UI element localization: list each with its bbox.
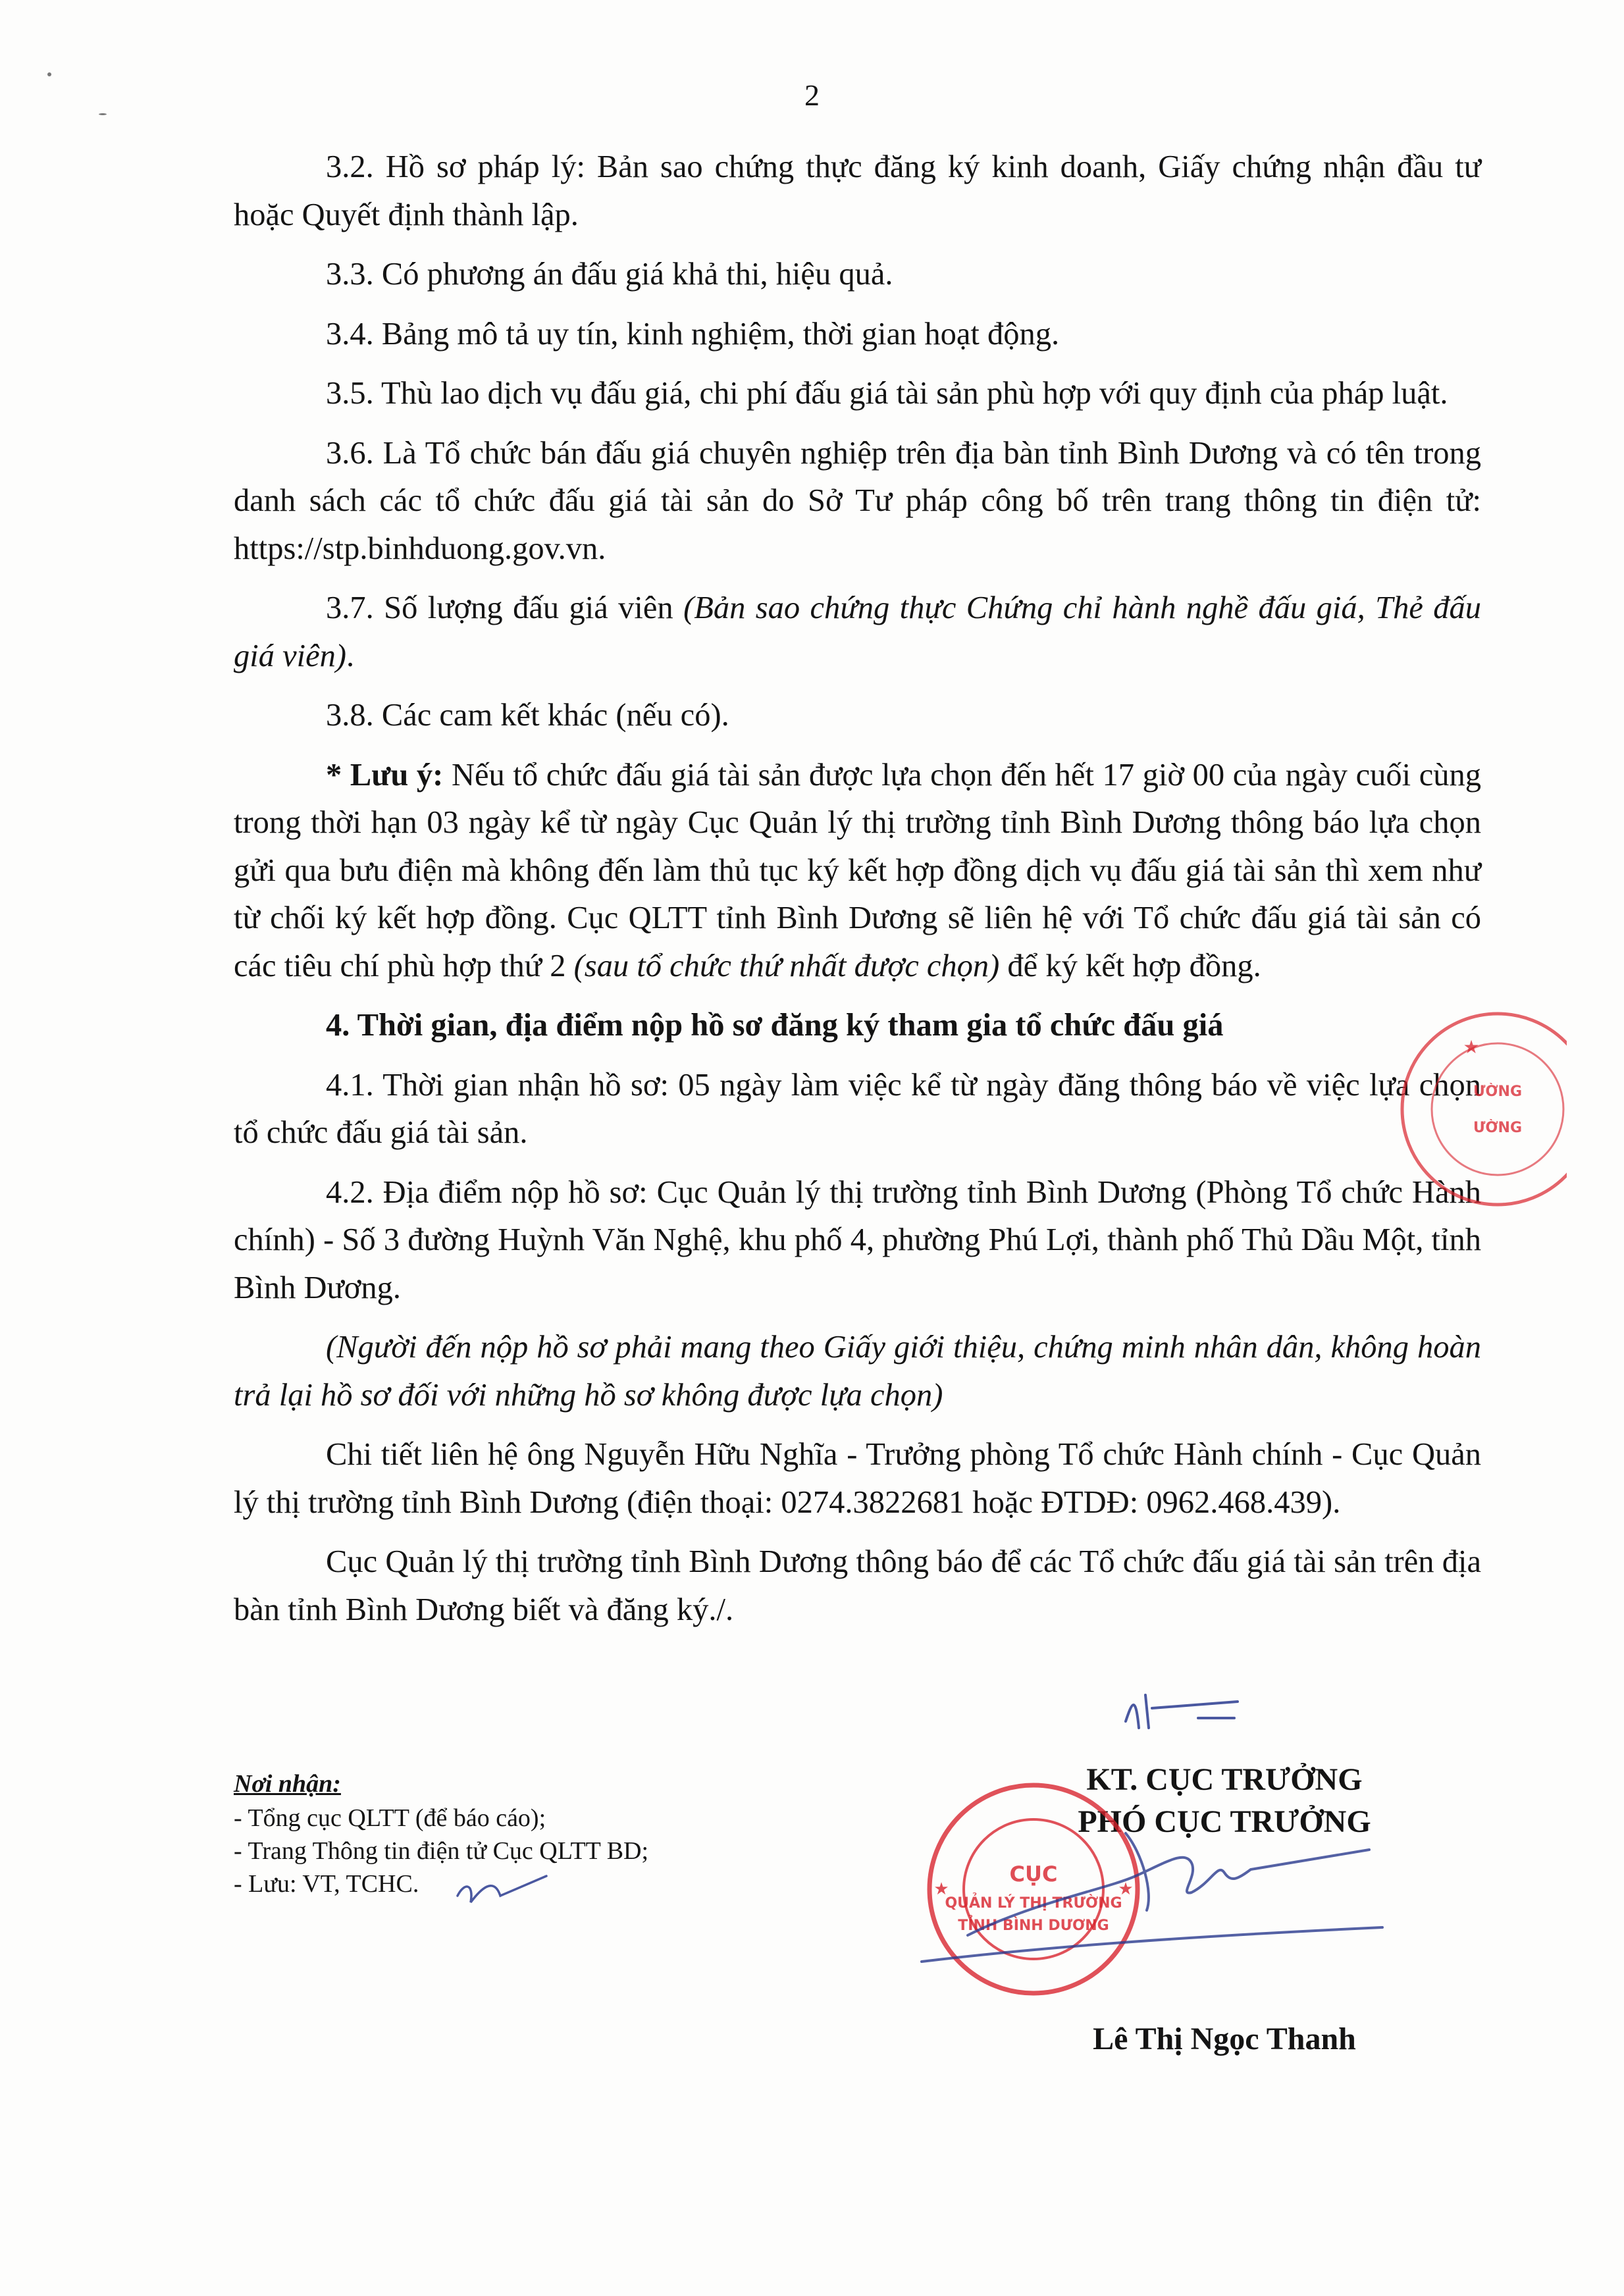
note-text: Nếu tổ chức đấu giá tài sản được lựa chọn đến hết 17 giờ 00 của ngày cuối cùng trong thời hạn 03 ngày kể từ ngày Cục Quản lý thị trường tỉnh Bình Dương thông báo lựa chọn gửi qua bưu điện mà không đến làm thủ tục ký kết hợp đồng dịch vụ đấu giá tài sản thì xem như từ chối ký kết hợp đồng. Cục QLTT tỉnh Bình Dương sẽ liên hệ với Tổ chức đấu giá tài sản có các tiêu chí phù hợp thứ 2 [234, 757, 1481, 983]
recipients-title: Nơi nhận: [234, 1770, 341, 1798]
clause-3-7-text: 3.7. Số lượng đấu giá viên [326, 590, 684, 625]
note-italic: (sau tổ chức thứ nhất được chọn) [573, 948, 1000, 983]
section-4-heading: 4. Thời gian, địa điểm nộp hồ sơ đăng ký tham gia tổ chức đấu giá [326, 1008, 1224, 1043]
closing-paragraph: Cục Quản lý thị trường tỉnh Bình Dương thông báo để các Tổ chức đấu giá tài sản trên địa bàn tỉnh Bình Dương biết và đăng ký./. [234, 1544, 1481, 1627]
contact-paragraph: Chi tiết liên hệ ông Nguyễn Hữu Nghĩa - Trưởng phòng Tổ chức Hành chính - Cục Quản lý thị trường tỉnh Bình Dương (điện thoại: 0274.3822681 hoặc ĐTDĐ: 0962.468.439). [234, 1437, 1481, 1520]
svg-text:ƯỜNG: ƯỜNG [1473, 1083, 1523, 1100]
recipient-item: - Lưu: VT, TCHC. [234, 1870, 419, 1898]
svg-text:QUẢN LÝ THỊ TRƯỜNG: QUẢN LÝ THỊ TRƯỜNG [945, 1895, 1122, 1912]
recipient-item: - Trang Thông tin điện tử Cục QLTT BD; [234, 1837, 649, 1865]
clause-3-3: 3.3. Có phương án đấu giá khả thi, hiệu quả. [326, 257, 893, 292]
page-number: 2 [804, 78, 820, 112]
clause-3-7 [234, 585, 1481, 680]
note-tail: để ký kết hợp đồng. [999, 948, 1261, 983]
signature-title [941, 1759, 1507, 1843]
signer-name: Lê Thị Ngọc Thanh [1093, 2022, 1356, 2056]
document-body [234, 144, 1481, 1646]
clause-4-1: 4.1. Thời gian nhận hồ sơ: 05 ngày làm việc kể từ ngày đăng thông báo về việc lựa chọn tổ chức đấu giá tài sản. [234, 1067, 1481, 1150]
scan-speck [47, 72, 51, 76]
scan-speck [99, 113, 107, 115]
clause-3-7-italic: (Bản sao chứng thực Chứng chỉ hành nghề đấu giá, Thẻ đấu giá viên) [234, 590, 1481, 673]
recipients-block [234, 1767, 958, 1900]
note-label: * Lưu ý: [326, 757, 444, 793]
clause-3-5: 3.5. Thù lao dịch vụ đấu giá, chi phí đấu giá tài sản phù hợp với quy định của pháp luật. [326, 376, 1448, 411]
svg-text:ƯỜNG: ƯỜNG [1473, 1120, 1523, 1136]
clause-3-4: 3.4. Bảng mô tả uy tín, kinh nghiệm, thời gian hoạt động. [326, 316, 1060, 352]
clause-3-2: 3.2. Hồ sơ pháp lý: Bản sao chứng thực đăng ký kinh doanh, Giấy chứng nhận đầu tư hoặc Quyết định thành lập. [234, 149, 1481, 232]
clause-4-2: 4.2. Địa điểm nộp hồ sơ: Cục Quản lý thị trường tỉnh Bình Dương (Phòng Tổ chức Hành chính) - Số 3 đường Huỳnh Văn Nghệ, khu phố 4, phường Phú Lợi, thành phố Thủ Dầu Một, tỉnh Bình Dương. [234, 1174, 1481, 1305]
submission-note: (Người đến nộp hồ sơ phải mang theo Giấy giới thiệu, chứng minh nhân dân, không hoàn trả lại hồ sơ đối với những hồ sơ không được lựa chọn) [234, 1330, 1481, 1413]
initials-mark [1119, 1682, 1251, 1741]
svg-text:★: ★ [933, 1879, 949, 1899]
svg-text:CỤC: CỤC [1009, 1862, 1058, 1887]
clause-3-8: 3.8. Các cam kết khác (nếu có). [326, 698, 729, 733]
clause-3-6: 3.6. Là Tổ chức bán đấu giá chuyên nghiệp trên địa bàn tỉnh Bình Dương và có tên trong danh sách các tổ chức đấu giá tài sản do Sở Tư pháp công bố trên trang thông tin điện tử: https://stp.binhduong.gov.vn. [234, 435, 1481, 566]
clause-3-7-tail: . [346, 638, 355, 673]
note-paragraph [234, 752, 1481, 991]
svg-text:★: ★ [1463, 1036, 1480, 1058]
svg-text:TỈNH BÌNH DƯƠNG: TỈNH BÌNH DƯƠNG [958, 1918, 1109, 1934]
signature-line-1: KT. CỤC TRƯỞNG [1086, 1762, 1363, 1797]
svg-text:★: ★ [1118, 1879, 1134, 1899]
signature-line-2: PHÓ CỤC TRƯỞNG [1078, 1804, 1371, 1839]
recipient-item: - Tổng cục QLTT (để báo cáo); [234, 1804, 546, 1832]
